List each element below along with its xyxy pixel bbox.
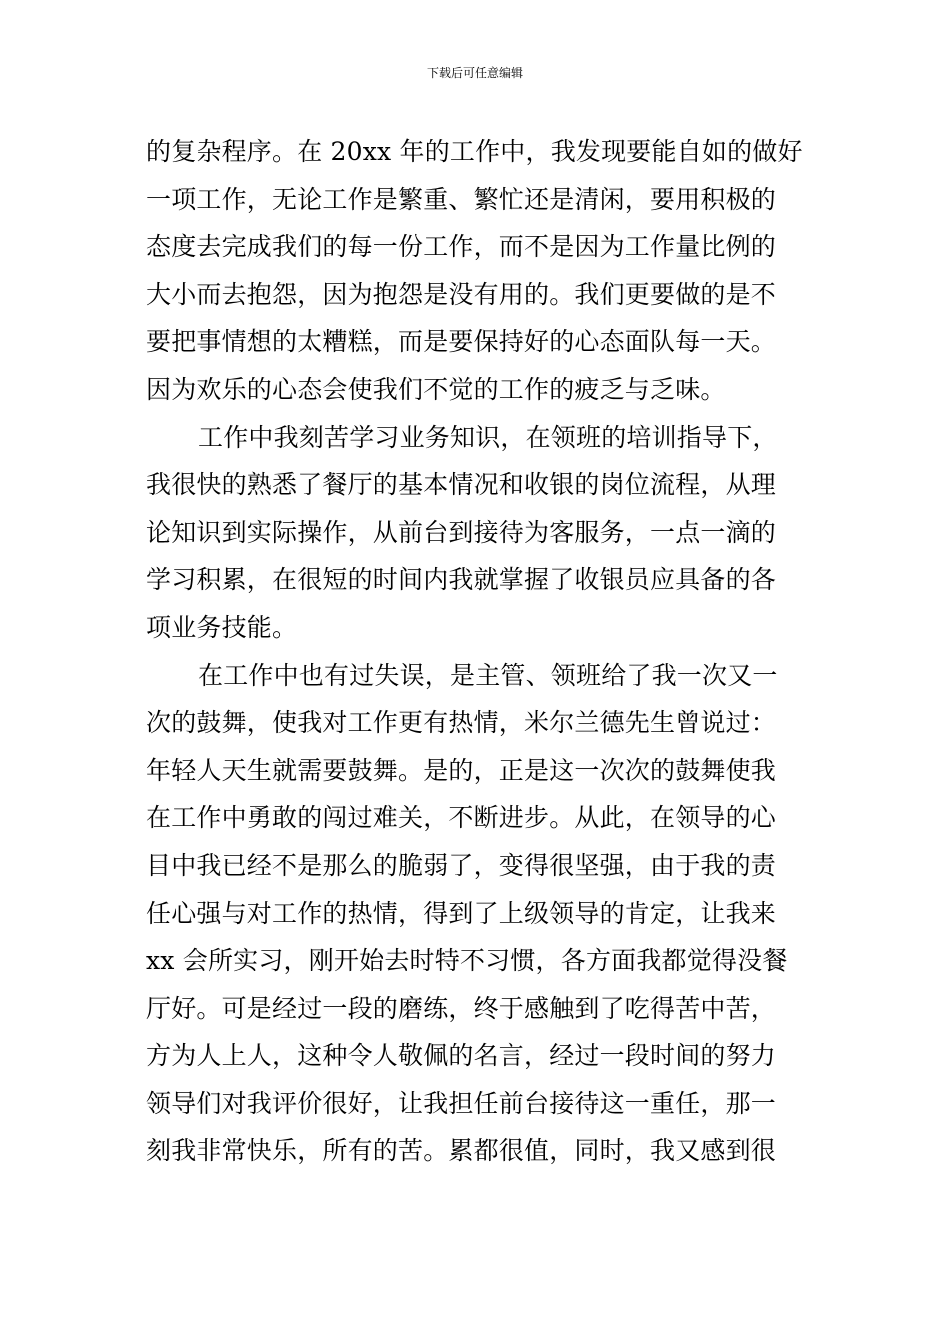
document-body — [146, 128, 808, 1175]
text-line: 方为人上人，这种令人敬佩的名言，经过一段时间的努力 — [146, 1041, 777, 1071]
text-line: 因为欢乐的心态会使我们不觉的工作的疲乏与乏味。 — [146, 374, 726, 404]
text-line: 大小而去抱怨，因为抱怨是没有用的。我们更要做的是不 — [146, 279, 777, 309]
text-line: 态度去完成我们的每一份工作，而不是因为工作量比例的 — [146, 232, 777, 262]
text-line: 学习积累，在很短的时间内我就掌握了收银员应具备的各 — [146, 565, 777, 595]
paragraph-start-line: 工作中我刻苦学习业务知识，在领班的培训指导下， — [198, 422, 778, 452]
text-line: 目中我已经不是那么的脆弱了，变得很坚强，由于我的责 — [146, 850, 777, 880]
paragraph-start-line: 在工作中也有过失误，是主管、领班给了我一次又一 — [198, 660, 778, 690]
page-header: 下载后可任意编辑 — [426, 66, 523, 80]
text-line: 项业务技能。 — [146, 612, 298, 642]
text-line: 论知识到实际操作，从前台到接待为客服务，一点一滴的 — [146, 517, 777, 547]
text-line: 刻我非常快乐，所有的苦。累都很值，同时，我又感到很 — [146, 1136, 777, 1166]
text-line: 我很快的熟悉了餐厅的基本情况和收银的岗位流程，从理 — [146, 470, 777, 500]
text-line: xx 会所实习，刚开始去时特不习惯，各方面我都觉得没餐 — [146, 946, 788, 976]
text-line: 年轻人天生就需要鼓舞。是的，正是这一次次的鼓舞使我 — [146, 755, 777, 785]
text-line: 领导们对我评价很好，让我担任前台接待这一重任，那一 — [146, 1088, 777, 1118]
text-line: 要把事情想的太糟糕，而是要保持好的心态面队每一天。 — [146, 327, 777, 357]
text-line: 一项工作，无论工作是繁重、繁忙还是清闲，要用积极的 — [146, 184, 777, 214]
text-line: 的复杂程序。在 20xx 年的工作中，我发现要能自如的做好 — [146, 137, 803, 166]
text-line: 厅好。可是经过一段的磨练，终于感触到了吃得苦中苦， — [146, 993, 777, 1023]
text-line: 任心强与对工作的热情，得到了上级领导的肯定，让我来 — [146, 898, 777, 928]
text-line: 次的鼓舞，使我对工作更有热情，米尔兰德先生曾说过： — [146, 708, 777, 738]
text-line: 在工作中勇敢的闯过难关，不断进步。从此，在领导的心 — [146, 803, 777, 833]
